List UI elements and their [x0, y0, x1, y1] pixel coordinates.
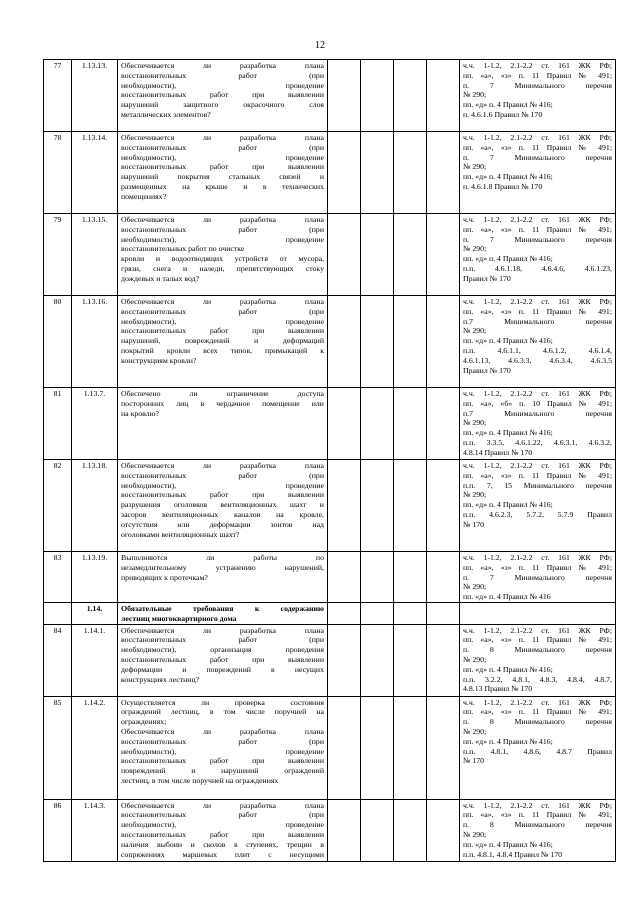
reference-line: № 170	[463, 519, 485, 529]
answer-cell	[427, 60, 460, 132]
answer-cell	[361, 696, 394, 799]
row-number-cell: 84	[44, 624, 72, 696]
question-line: Обеспечивается ли разработка плана	[121, 726, 324, 736]
reference-line: № 290;	[463, 162, 487, 172]
answer-cell	[427, 696, 460, 799]
reference-line: № 170	[463, 756, 485, 766]
reference-line: пп. «а», «з» п. 11 Правил № 491;	[463, 70, 612, 80]
table-row	[44, 296, 616, 388]
reference-line: № 290;	[463, 726, 487, 736]
question-line: восстановительных работ по очистке	[121, 244, 245, 254]
table-row	[44, 132, 616, 214]
question-line: посторонних лиц в чердачное помещение или	[121, 398, 324, 408]
question-line: восстановительных работ при выявлении	[121, 490, 324, 500]
question-line: конструкциях лестниц?	[121, 674, 200, 684]
reference-line: п.п. 4.8.1, 4.8.6, 4.8.7 Правил	[463, 746, 612, 756]
answer-cell	[328, 388, 361, 460]
reference-line: пп. «д» п. 4 Правил № 416;	[463, 254, 553, 264]
requirement-code-cell: 1.14.1.	[72, 624, 118, 696]
question-line: восстановительных работ (при	[121, 635, 324, 645]
question-line: нарушений покрытия стальных связей и	[121, 172, 324, 182]
answer-cell	[361, 624, 394, 696]
table-row	[44, 60, 616, 132]
question-cell	[118, 60, 328, 132]
answer-cell	[394, 388, 427, 460]
reference-line: пп. «д» п. 4 Правил № 416;	[463, 100, 553, 110]
question-line: грязи, снега и наледи, препятствующих стоку	[121, 263, 324, 273]
table-row	[44, 214, 616, 296]
requirement-code-cell: 1.13.16.	[72, 296, 118, 388]
question-line: восстановительных работ (при	[121, 306, 324, 316]
table-row	[44, 460, 616, 552]
question-line: Обеспечивается ли разработка плана	[121, 625, 324, 635]
reference-line: ч.ч. 1-1.2, 2.1-2.2 ст. 161 ЖК РФ;	[463, 61, 612, 70]
row-number-cell: 77	[44, 60, 72, 132]
answer-cell	[427, 296, 460, 388]
question-line: восстановительных работ (при	[121, 224, 324, 234]
reference-line: п. 4.6.1.6 Правил № 170	[463, 109, 543, 119]
question-line: восстановительных работ (при	[121, 810, 324, 820]
answer-cell	[427, 460, 460, 552]
reference-line: п.п. 3.2.2, 4.8.1, 4.8.3, 4.8.4, 4.8.7,	[463, 674, 612, 684]
reference-line: № 290;	[463, 654, 487, 664]
row-number-cell: 78	[44, 132, 72, 214]
reference-line: п.п. 4.6.2.3, 5.7.2, 5.7.9 Правил	[463, 509, 612, 519]
question-line: нарушений, повреждений и деформаций	[121, 336, 324, 346]
table-row	[44, 624, 616, 696]
question-line: покрытий кровли всех типов, примыкаций к	[121, 345, 324, 355]
table-row	[44, 696, 616, 799]
question-cell	[118, 624, 328, 696]
row-number-cell: 85	[44, 696, 72, 799]
question-line: необходимости), проведение	[121, 234, 324, 244]
legal-reference-cell	[460, 214, 616, 296]
question-line: восстановительных работ при выявлении	[121, 90, 324, 100]
requirement-code-cell: 1.13.15.	[72, 214, 118, 296]
question-line: Обеспечивается ли разработка плана	[121, 133, 324, 142]
legal-reference-cell	[460, 60, 616, 132]
question-line: восстановительных работ при выявлении	[121, 756, 324, 766]
reference-line: п.7 Минимального перечня	[463, 408, 612, 418]
answer-cell	[394, 214, 427, 296]
requirements-table	[43, 59, 616, 862]
question-line: помещениях?	[121, 191, 167, 201]
reference-line: № 290;	[463, 829, 487, 839]
reference-line: ч.ч. 1-1.2, 2.1-2.2 ст. 161 ЖК РФ;	[463, 215, 612, 224]
reference-line: ч.ч. 1-1.2, 2.1-2.2 ст. 161 ЖК РФ;	[463, 133, 612, 142]
legal-reference-cell	[460, 460, 616, 552]
legal-reference-cell	[460, 132, 616, 214]
reference-line: пп. «а», «з» п. 11 Правил № 491;	[463, 707, 612, 717]
reference-line: пп. «а», «з» п. 11 Правил № 491;	[463, 810, 612, 820]
question-line: необходимости), проведение	[121, 480, 324, 490]
reference-line: ч.ч. 1-1.2, 2.1-2.2 ст. 161 ЖК РФ;	[463, 461, 612, 470]
answer-cell	[328, 296, 361, 388]
question-cell	[118, 214, 328, 296]
answer-cell	[427, 132, 460, 214]
section-row	[44, 603, 616, 625]
row-number-cell: 80	[44, 296, 72, 388]
question-line: восстановительных работ при выявлении	[121, 162, 324, 172]
answer-cell	[394, 60, 427, 132]
answer-cell	[394, 603, 427, 625]
question-cell	[118, 296, 328, 388]
question-line: лестниц многоквартирного дома	[121, 613, 237, 623]
requirement-code-cell: 1.13.18.	[72, 460, 118, 552]
answer-cell	[427, 388, 460, 460]
question-cell	[118, 799, 328, 861]
question-line: деформации и повреждений в несущих	[121, 664, 324, 674]
answer-cell	[328, 132, 361, 214]
answer-cell	[361, 603, 394, 625]
question-line: Обеспечивается ли разработка плана	[121, 215, 324, 224]
table-row	[44, 552, 616, 603]
question-line: восстановительных работ (при	[121, 470, 324, 480]
requirement-code-cell: 1.14.3.	[72, 799, 118, 861]
reference-line: п. 8 Минимального перечня	[463, 645, 612, 655]
answer-cell	[328, 603, 361, 625]
answer-cell	[427, 603, 460, 625]
reference-line: пп. «д» п. 4 Правил № 416;	[463, 736, 553, 746]
question-line: Обеспечивается ли разработка плана	[121, 461, 324, 470]
row-number-cell	[44, 603, 72, 625]
answer-cell	[361, 552, 394, 603]
reference-line: 4.8.13 Правил № 170	[463, 684, 533, 694]
reference-line: Правил № 170	[463, 365, 511, 375]
question-line: необходимости), проведение	[121, 746, 324, 756]
question-line: Выполняются ли работы по	[121, 553, 324, 562]
legal-reference-cell	[460, 624, 616, 696]
question-cell	[118, 132, 328, 214]
reference-line: № 290;	[463, 244, 487, 254]
question-line: восстановительных работ (при	[121, 70, 324, 80]
question-cell	[118, 696, 328, 799]
legal-reference-cell	[460, 799, 616, 861]
answer-cell	[361, 60, 394, 132]
question-line: восстановительных работ (при	[121, 736, 324, 746]
answer-cell	[328, 552, 361, 603]
question-line: приводящих к протечкам?	[121, 572, 208, 582]
question-line: необходимости), проведение	[121, 820, 324, 830]
answer-cell	[394, 799, 427, 861]
reference-line: пп. «а», «з» п. 11 Правил № 491;	[463, 306, 612, 316]
answer-cell	[328, 799, 361, 861]
answer-cell	[427, 799, 460, 861]
legal-reference-cell	[460, 552, 616, 603]
answer-cell	[328, 624, 361, 696]
reference-line: № 290;	[463, 90, 487, 100]
question-line: Обеспечивается ли разработка плана	[121, 297, 324, 306]
question-cell	[118, 552, 328, 603]
reference-line: п. 8 Минимального перечня	[463, 717, 612, 727]
reference-line: 4.8.14 Правил № 170	[463, 447, 533, 457]
reference-line: ч.ч. 1-1.2, 2.1-2.2 ст. 161 ЖК РФ;	[463, 625, 612, 635]
reference-line: ч.ч. 1-1.2, 2.1-2.2 ст. 161 ЖК РФ;	[463, 800, 612, 810]
reference-line: пп. «д» п. 4 Правил № 416;	[463, 500, 553, 510]
question-cell	[118, 460, 328, 552]
reference-line: пп. «д» п. 4 Правил № 416;	[463, 428, 553, 438]
question-line: восстановительных работ (при	[121, 142, 324, 152]
answer-cell	[361, 132, 394, 214]
row-number-cell: 83	[44, 552, 72, 603]
reference-line: 4.6.1.13, 4.6.3.3, 4.6.3.4, 4.6.3.5	[463, 355, 612, 365]
reference-line: № 290;	[463, 490, 487, 500]
answer-cell	[361, 799, 394, 861]
question-line: конструкциям кровли?	[121, 355, 197, 365]
table-row	[44, 388, 616, 460]
question-line: нарушений защитного окрасочного слоя	[121, 100, 324, 110]
legal-reference-cell	[460, 296, 616, 388]
question-line: необходимости), организация проведения	[121, 645, 324, 655]
reference-line: п. 7 Минимального перечня	[463, 572, 612, 582]
reference-line: п.п. 3.3.5, 4.6.1.22, 4.6.3.1, 4.6.3.2,	[463, 437, 612, 447]
reference-line: п. 8 Минимального перечня	[463, 820, 612, 830]
question-line: восстановительных работ при выявлении	[121, 654, 324, 664]
question-cell	[118, 388, 328, 460]
reference-line: пп. «д» п. 4 Правил № 416;	[463, 172, 553, 182]
reference-line: пп. «д» п. 4 Правил № 416;	[463, 839, 553, 849]
answer-cell	[328, 214, 361, 296]
legal-reference-cell	[460, 696, 616, 799]
page-number: 12	[315, 40, 325, 51]
question-line: Обязательные требования к содержанию	[121, 604, 324, 613]
question-line: металлических элементов?	[121, 109, 211, 119]
requirement-code-cell: 1.13.19.	[72, 552, 118, 603]
requirement-code-cell: 1.13.7.	[72, 388, 118, 460]
reference-line: пп. «д» п. 4 Правил № 416;	[463, 336, 553, 346]
reference-line: ч.ч. 1-1.2, 2.1-2.2 ст. 161 ЖК РФ;	[463, 553, 612, 562]
question-line: дождевых и талых вод?	[121, 273, 200, 283]
row-number-cell: 86	[44, 799, 72, 861]
question-line: Осуществляется ли проверка состояния	[121, 697, 324, 707]
question-line: на кровлю?	[121, 408, 159, 418]
answer-cell	[394, 296, 427, 388]
answer-cell	[394, 132, 427, 214]
requirement-code-cell: 1.13.14.	[72, 132, 118, 214]
answer-cell	[361, 214, 394, 296]
reference-line: пп. «а», «з» п. 11 Правил № 491;	[463, 224, 612, 234]
question-line: восстановительных работ при выявлении	[121, 829, 324, 839]
answer-cell	[394, 460, 427, 552]
answer-cell	[361, 296, 394, 388]
question-cell	[118, 603, 328, 625]
reference-line: Правил № 170	[463, 273, 511, 283]
question-line: необходимости), проведение	[121, 316, 324, 326]
reference-line: № 290;	[463, 582, 487, 592]
question-line: повреждений и нарушений ограждений	[121, 766, 324, 776]
requirements-table-body	[44, 60, 616, 862]
question-line: восстановительных работ при выявлении	[121, 326, 324, 336]
answer-cell	[427, 552, 460, 603]
legal-reference-cell	[460, 603, 616, 625]
answer-cell	[328, 696, 361, 799]
question-line: необходимости), проведение	[121, 80, 324, 90]
answer-cell	[394, 624, 427, 696]
table-row	[44, 799, 616, 861]
question-line: лестниц, в том числе поручней на ограждениях	[121, 775, 279, 785]
requirement-code-cell: 1.14.2.	[72, 696, 118, 799]
reference-line: ч.ч. 1-1.2, 2.1-2.2 ст. 161 ЖК РФ;	[463, 297, 612, 306]
reference-line: пп. «а», «з» п. 11 Правил № 491;	[463, 562, 612, 572]
question-line: кровли и водоотводящих устройств от мусора,	[121, 254, 324, 264]
reference-line: пп. «а», «з» п. 11 Правил № 491;	[463, 142, 612, 152]
question-line: необходимости), проведение	[121, 152, 324, 162]
answer-cell	[427, 624, 460, 696]
answer-cell	[394, 696, 427, 799]
question-line: засоров вентиляционных каналов на кровле,	[121, 509, 324, 519]
question-line: наличия выбоин и сколов в ступенях, трещин в	[121, 839, 324, 849]
reference-line: № 290;	[463, 326, 487, 336]
answer-cell	[361, 388, 394, 460]
reference-line: п. 4.6.1.8 Правил № 170	[463, 181, 543, 191]
answer-cell	[394, 552, 427, 603]
requirement-code-cell: 1.14.	[72, 603, 118, 625]
reference-line: п.7 Минимального перечня	[463, 316, 612, 326]
reference-line: п.п. 4.6.1.18, 4.6.4.6, 4.6.1.23,	[463, 263, 612, 273]
reference-line: пп. «а», «з» п. 11 Правил № 491;	[463, 635, 612, 645]
question-line: ограждениях;	[121, 717, 167, 727]
reference-line: п. 7 Минимального перечня	[463, 80, 612, 90]
reference-line: пп. «а», «з» п. 11 Правил № 491;	[463, 470, 612, 480]
reference-line: п.п. 4.8.1, 4.8.4 Правил № 170	[463, 849, 562, 859]
reference-line: пп. «а», «б» п. 10 Правил № 491;	[463, 398, 612, 408]
question-line: сопряжениях маршевых плит с несущими	[121, 849, 324, 859]
question-line: незамедлительному устранению нарушений,	[121, 562, 324, 572]
row-number-cell: 82	[44, 460, 72, 552]
reference-line: п. 7 Минимального перечня	[463, 234, 612, 244]
reference-line: пп. «д» п. 4 Правил № 416	[463, 592, 551, 602]
reference-line: пп. «д» п. 4 Правил № 416;	[463, 664, 553, 674]
answer-cell	[328, 460, 361, 552]
question-line: оголовками вентиляционных шахт?	[121, 529, 240, 539]
reference-line: ч.ч. 1-1.2, 2.1-2.2 ст. 161 ЖК РФ;	[463, 697, 612, 707]
question-line: отсутствия или деформации зонтов над	[121, 519, 324, 529]
reference-line: п.п. 4.6.1.1, 4.6.1.2, 4.6.1.4,	[463, 345, 612, 355]
question-line: Обеспечено ли ограничение доступа	[121, 389, 324, 398]
question-line: Обеспечивается ли разработка плана	[121, 61, 324, 70]
reference-line: п. 7 Минимального перечня	[463, 152, 612, 162]
question-line: размещенных на крыше и в технических	[121, 181, 324, 191]
answer-cell	[361, 460, 394, 552]
reference-line: п.п. 7, 15 Минимального перечня	[463, 480, 612, 490]
answer-cell	[328, 60, 361, 132]
question-line: разрушения оголовков вентиляционных шахт и	[121, 500, 324, 510]
requirement-code-cell: 1.13.13.	[72, 60, 118, 132]
question-line: Обеспечивается ли разработка плана	[121, 800, 324, 810]
row-number-cell: 81	[44, 388, 72, 460]
row-number-cell: 79	[44, 214, 72, 296]
reference-line: ч.ч. 1-1.2, 2.1-2.2 ст. 161 ЖК РФ;	[463, 389, 612, 398]
question-line: ограждений лестниц, в том числе поручней на	[121, 707, 324, 717]
reference-line: № 290;	[463, 418, 487, 428]
answer-cell	[427, 214, 460, 296]
legal-reference-cell	[460, 388, 616, 460]
